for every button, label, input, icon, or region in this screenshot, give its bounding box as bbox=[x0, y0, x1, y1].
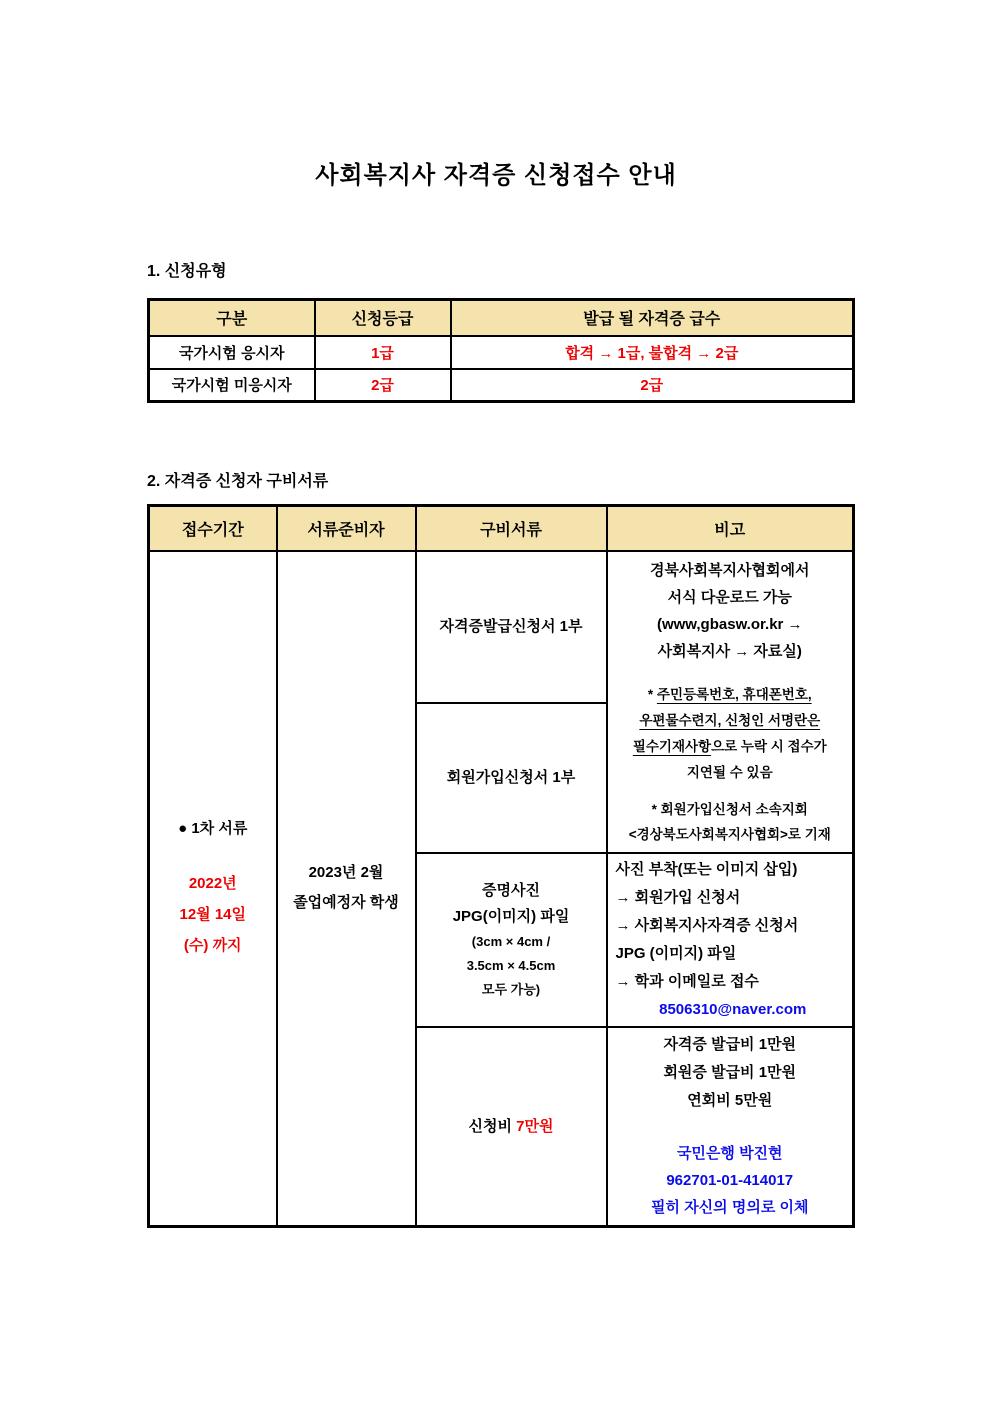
period-label-text: 1차 서류 bbox=[191, 820, 248, 838]
section-2-heading: 2. 자격증 신청자 구비서류 bbox=[147, 473, 329, 490]
table-header-row bbox=[149, 300, 854, 336]
required-documents-table bbox=[147, 504, 855, 1228]
column-header-preparer: 서류준비자 bbox=[277, 506, 416, 551]
note-line: 지연될 수 있음 bbox=[686, 764, 773, 780]
cell-document-fee bbox=[416, 1027, 607, 1227]
table-row bbox=[149, 336, 854, 369]
fee-detail-line: 연회비 5만원 bbox=[687, 1092, 773, 1110]
cell-document-photo bbox=[416, 853, 607, 1027]
note-line: 필수기재사항으로 누락 시 접수가 bbox=[632, 738, 827, 754]
document-line: (3cm × 4cm / bbox=[471, 933, 551, 949]
column-header-period: 접수기간 bbox=[149, 506, 277, 551]
remark-line: → 회원가입 신청서 bbox=[615, 888, 741, 906]
cell-document-application-form: 자격증발급신청서 1부 bbox=[416, 551, 607, 703]
cell-category: 국가시험 응시자 bbox=[149, 336, 315, 369]
cell-category: 국가시험 미응시자 bbox=[149, 369, 315, 402]
note-line: <경상북도사회복지사협회>로 기재 bbox=[628, 826, 831, 842]
bullet-icon: ● bbox=[178, 820, 188, 838]
column-header-issued-grade: 발급 될 자격증 급수 bbox=[451, 300, 854, 336]
application-type-table bbox=[147, 298, 855, 403]
remark-line: → 사회복지사자격증 신청서 bbox=[615, 916, 799, 934]
cell-preparer bbox=[277, 551, 416, 1227]
fee-detail-line: 회원증 발급비 1만원 bbox=[663, 1064, 797, 1082]
bank-name: 국민은행 박진현 bbox=[676, 1145, 783, 1163]
period-label bbox=[152, 815, 274, 842]
remark-line: JPG (이미지) 파일 bbox=[615, 944, 737, 962]
column-header-remarks: 비고 bbox=[607, 506, 854, 551]
column-header-documents: 구비서류 bbox=[416, 506, 607, 551]
cell-grade: 1급 bbox=[315, 336, 451, 369]
account-number: 962701-01-414017 bbox=[666, 1172, 794, 1190]
note-line: * 주민등록번호, 휴대폰번호, bbox=[647, 686, 812, 702]
remark-line: (www,gbasw.or.kr → bbox=[656, 615, 803, 633]
note-line: 우편물수련지, 신청인 서명란은 bbox=[639, 712, 821, 728]
bank-transfer-info bbox=[610, 1140, 851, 1221]
transfer-note: 필히 자신의 명의로 이체 bbox=[651, 1199, 809, 1217]
remark-line: 경북사회복지사협회에서 bbox=[650, 561, 810, 579]
fee-label: 신청비 bbox=[468, 1117, 512, 1135]
page-title: 사회복지사 자격증 신청접수 안내 bbox=[315, 162, 677, 189]
document-line: 증명사진 bbox=[482, 881, 540, 899]
note-line: * 회원가입신청서 소속지회 bbox=[651, 801, 808, 817]
remark-line: 서식 다운로드 가능 bbox=[667, 588, 792, 606]
document-line: 3.5cm × 4.5cm bbox=[466, 957, 556, 973]
cell-remark-photo bbox=[607, 853, 854, 1027]
cell-grade: 2급 bbox=[315, 369, 451, 402]
cell-issued-grade: 2급 bbox=[451, 369, 854, 402]
cell-issued-grade: 합격 → 1급, 불합격 → 2급 bbox=[451, 336, 854, 369]
section-1-heading: 1. 신청유형 bbox=[147, 263, 227, 280]
table-row bbox=[149, 369, 854, 402]
column-header-category: 구분 bbox=[149, 300, 315, 336]
column-header-grade: 신청등급 bbox=[315, 300, 451, 336]
required-fields-note bbox=[610, 682, 851, 786]
fee-amount: 7만원 bbox=[516, 1117, 554, 1135]
photo-remark-block bbox=[610, 856, 851, 1024]
table-header-row bbox=[149, 506, 854, 551]
preparer-line: 졸업예정자 학생 bbox=[293, 894, 399, 912]
deadline-line: (수) 까지 bbox=[183, 937, 242, 955]
email-address: 8506310@naver.com bbox=[659, 1000, 807, 1018]
cell-period bbox=[149, 551, 277, 1227]
remark-line: 사회복지사 → 자료실) bbox=[657, 642, 802, 660]
cell-document-membership-form: 회원가입신청서 1부 bbox=[416, 703, 607, 853]
remark-line: → 학과 이메일로 접수 bbox=[615, 972, 759, 990]
fee-detail-line: 자격증 발급비 1만원 bbox=[663, 1036, 797, 1054]
remark-line: 사진 부착(또는 이미지 삽입) bbox=[615, 860, 798, 878]
preparer-line: 2023년 2월 bbox=[308, 864, 384, 882]
table-row bbox=[149, 551, 854, 703]
document-line: JPG(이미지) 파일 bbox=[452, 907, 570, 925]
deadline-line: 2022년 bbox=[188, 875, 237, 893]
deadline-line: 12월 14일 bbox=[179, 906, 247, 924]
cell-remark-download bbox=[607, 551, 854, 853]
cell-remark-fees bbox=[607, 1027, 854, 1227]
branch-note bbox=[610, 797, 851, 847]
document-line: 모두 가능) bbox=[481, 981, 541, 997]
